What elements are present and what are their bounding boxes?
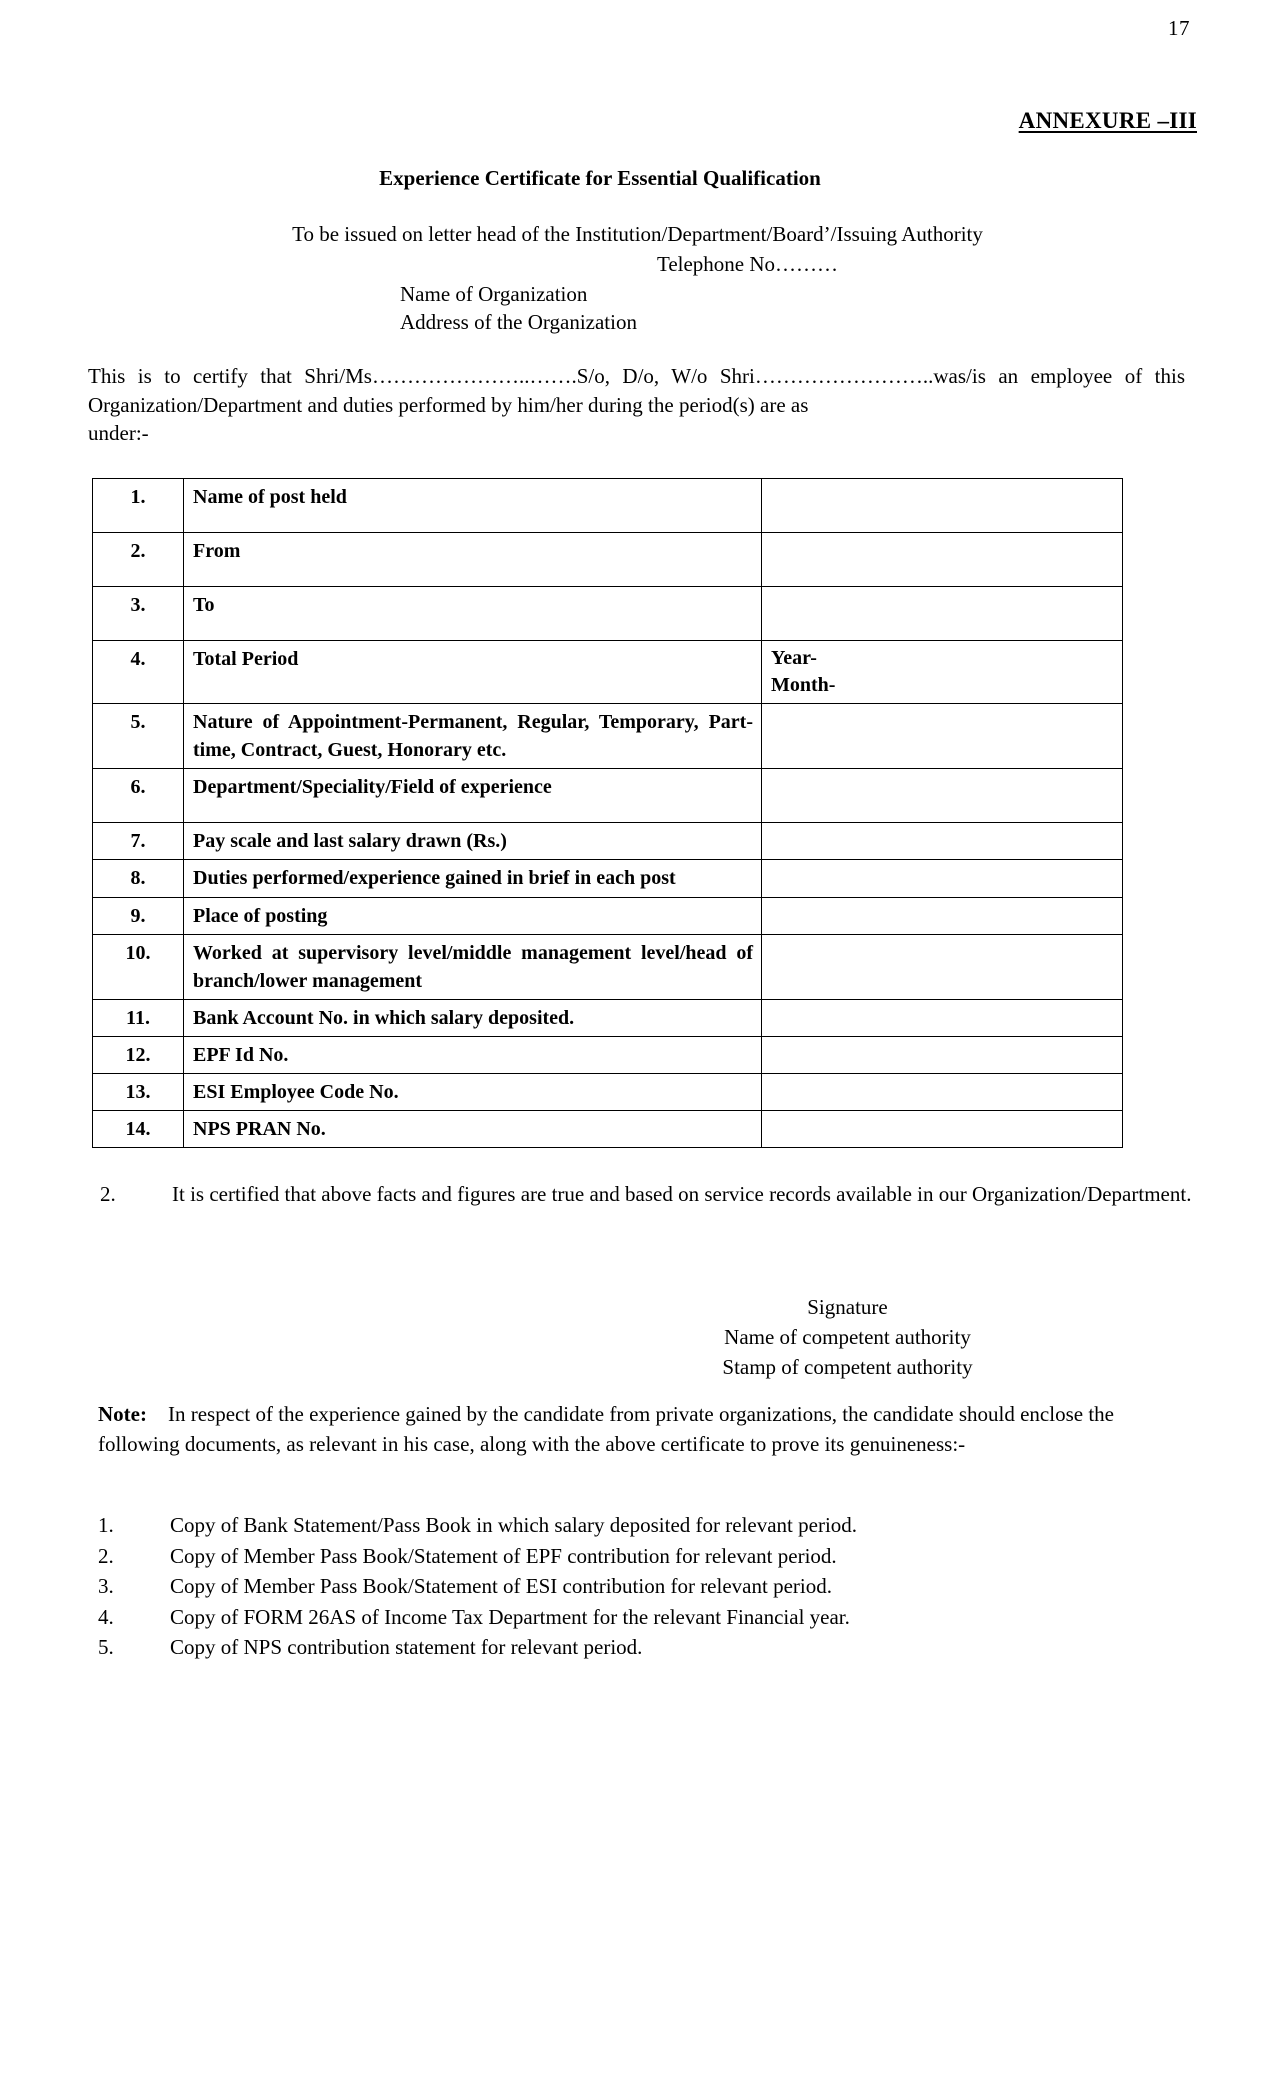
signature-label: Signature: [807, 1295, 888, 1319]
row-serial-number: 1.: [93, 479, 184, 533]
row-value-field[interactable]: [762, 898, 1123, 935]
row-label: Pay scale and last salary drawn (Rs.): [184, 823, 762, 860]
row-serial-number: 8.: [93, 860, 184, 898]
list-item: [98, 1632, 1198, 1663]
authority-stamp-label: Stamp of competent authority: [722, 1355, 973, 1379]
note-label: Note:: [98, 1402, 147, 1426]
row-label: Department/Speciality/Field of experience: [184, 769, 762, 823]
row-serial-number: 14.: [93, 1111, 184, 1148]
row-value-field[interactable]: [762, 1000, 1123, 1037]
note-text: In respect of the experience gained by the candidate from private organizations, the candidate should enclose the following documents, as relevant in his case, along with the above certificate to prove its genuineness:-: [98, 1402, 1114, 1456]
authority-name-label: Name of competent authority: [724, 1325, 971, 1349]
issue-instruction: To be issued on letter head of the Institution/Department/Board’/Issuing Authority: [292, 222, 983, 246]
list-item-text: Copy of NPS contribution statement for relevant period.: [170, 1635, 643, 1659]
certified-clause-text: It is certified that above facts and figures are true and based on service records available in our Organization/Department.: [172, 1182, 1192, 1206]
table-row: [93, 1111, 1123, 1148]
list-item: [98, 1510, 1198, 1541]
certified-clause: [100, 1180, 1200, 1209]
list-item-number: 3.: [98, 1574, 114, 1598]
row-value-field[interactable]: [762, 935, 1123, 1000]
row-value-field[interactable]: [762, 1074, 1123, 1111]
signature-block: [0, 1292, 1275, 1382]
row-value-field[interactable]: [762, 587, 1123, 641]
list-item: [98, 1602, 1198, 1633]
row-serial-number: 4.: [93, 641, 184, 704]
row-label: ESI Employee Code No.: [184, 1074, 762, 1111]
certify-paragraph: [88, 362, 1185, 448]
page-number: 17: [1168, 16, 1190, 40]
row-value-field[interactable]: [762, 641, 1123, 704]
row-serial-number: 13.: [93, 1074, 184, 1111]
table-row: [93, 641, 1123, 704]
table-body: [93, 479, 1123, 1148]
row-value-field[interactable]: [762, 533, 1123, 587]
row-label: From: [184, 533, 762, 587]
table-row: [93, 587, 1123, 641]
row-serial-number: 12.: [93, 1037, 184, 1074]
row-serial-number: 3.: [93, 587, 184, 641]
row-serial-number: 7.: [93, 823, 184, 860]
telephone-line: Telephone No………: [656, 252, 839, 276]
list-item-text: Copy of Bank Statement/Pass Book in which salary deposited for relevant period.: [170, 1513, 858, 1537]
table-row: [93, 533, 1123, 587]
row-value-field[interactable]: [762, 769, 1123, 823]
row-label: NPS PRAN No.: [184, 1111, 762, 1148]
page-title: Experience Certificate for Essential Qualification: [379, 166, 821, 190]
table-row: [93, 860, 1123, 898]
row-label: Bank Account No. in which salary deposited.: [184, 1000, 762, 1037]
list-item-number: 1.: [98, 1513, 114, 1537]
list-item-text: Copy of Member Pass Book/Statement of ESI contribution for relevant period.: [170, 1574, 832, 1598]
organization-name-line: Name of Organization: [400, 282, 588, 306]
row-value-line: Year-: [771, 647, 817, 669]
note-block: [98, 1400, 1193, 1459]
row-label: Total Period: [184, 641, 762, 704]
row-serial-number: 6.: [93, 769, 184, 823]
row-serial-number: 9.: [93, 898, 184, 935]
row-value-line: Month-: [771, 674, 836, 696]
list-item-text: Copy of FORM 26AS of Income Tax Department for the relevant Financial year.: [170, 1604, 850, 1629]
organization-block: [400, 280, 637, 336]
row-serial-number: 2.: [93, 533, 184, 587]
row-value-field[interactable]: [762, 704, 1123, 769]
list-item: [98, 1541, 1198, 1572]
list-item: [98, 1571, 1198, 1602]
table-row: [93, 1000, 1123, 1037]
row-value-field[interactable]: [762, 823, 1123, 860]
table-row: [93, 704, 1123, 769]
required-documents-list: [98, 1510, 1198, 1663]
organization-address-line: Address of the Organization: [400, 310, 637, 334]
row-value-field[interactable]: [762, 860, 1123, 898]
list-item-number: 2.: [98, 1543, 114, 1568]
row-value-field[interactable]: [762, 479, 1123, 533]
certify-paragraph-text: This is to certify that Shri/Ms…………………..…….S/o, D/o, W/o Shri……………………..was/is an employee of this Organization/Department and duties performed by him/her during the period(s) are as: [88, 364, 1185, 417]
row-label: Name of post held: [184, 479, 762, 533]
list-item-number: 4.: [98, 1604, 114, 1629]
row-label: Duties performed/experience gained in brief in each post: [184, 860, 762, 898]
table-row: [93, 1074, 1123, 1111]
row-label: EPF Id No.: [184, 1037, 762, 1074]
table-row: [93, 1037, 1123, 1074]
row-label: To: [184, 587, 762, 641]
table-row: [93, 479, 1123, 533]
table-row: [93, 769, 1123, 823]
row-label: Place of posting: [184, 898, 762, 935]
list-item-number: 5.: [98, 1635, 114, 1659]
certified-clause-number: 2.: [100, 1182, 116, 1206]
row-value-field[interactable]: [762, 1037, 1123, 1074]
row-serial-number: 5.: [93, 704, 184, 769]
row-serial-number: 11.: [93, 1000, 184, 1037]
table-row: [93, 898, 1123, 935]
list-item-text: Copy of Member Pass Book/Statement of EPF contribution for relevant period.: [170, 1543, 837, 1568]
table-row: [93, 823, 1123, 860]
annexure-title: ANNEXURE –III: [1018, 108, 1197, 133]
row-value-field[interactable]: [762, 1111, 1123, 1148]
certify-paragraph-tail: under:-: [88, 421, 149, 445]
experience-details-table: [92, 478, 1123, 1148]
row-serial-number: 10.: [93, 935, 184, 1000]
row-value-lines: [771, 645, 1114, 699]
row-label: Worked at supervisory level/middle management level/head of branch/lower management: [184, 935, 762, 1000]
table-row: [93, 935, 1123, 1000]
row-label: Nature of Appointment-Permanent, Regular, Temporary, Part-time, Contract, Guest, Honorary etc.: [184, 704, 762, 769]
